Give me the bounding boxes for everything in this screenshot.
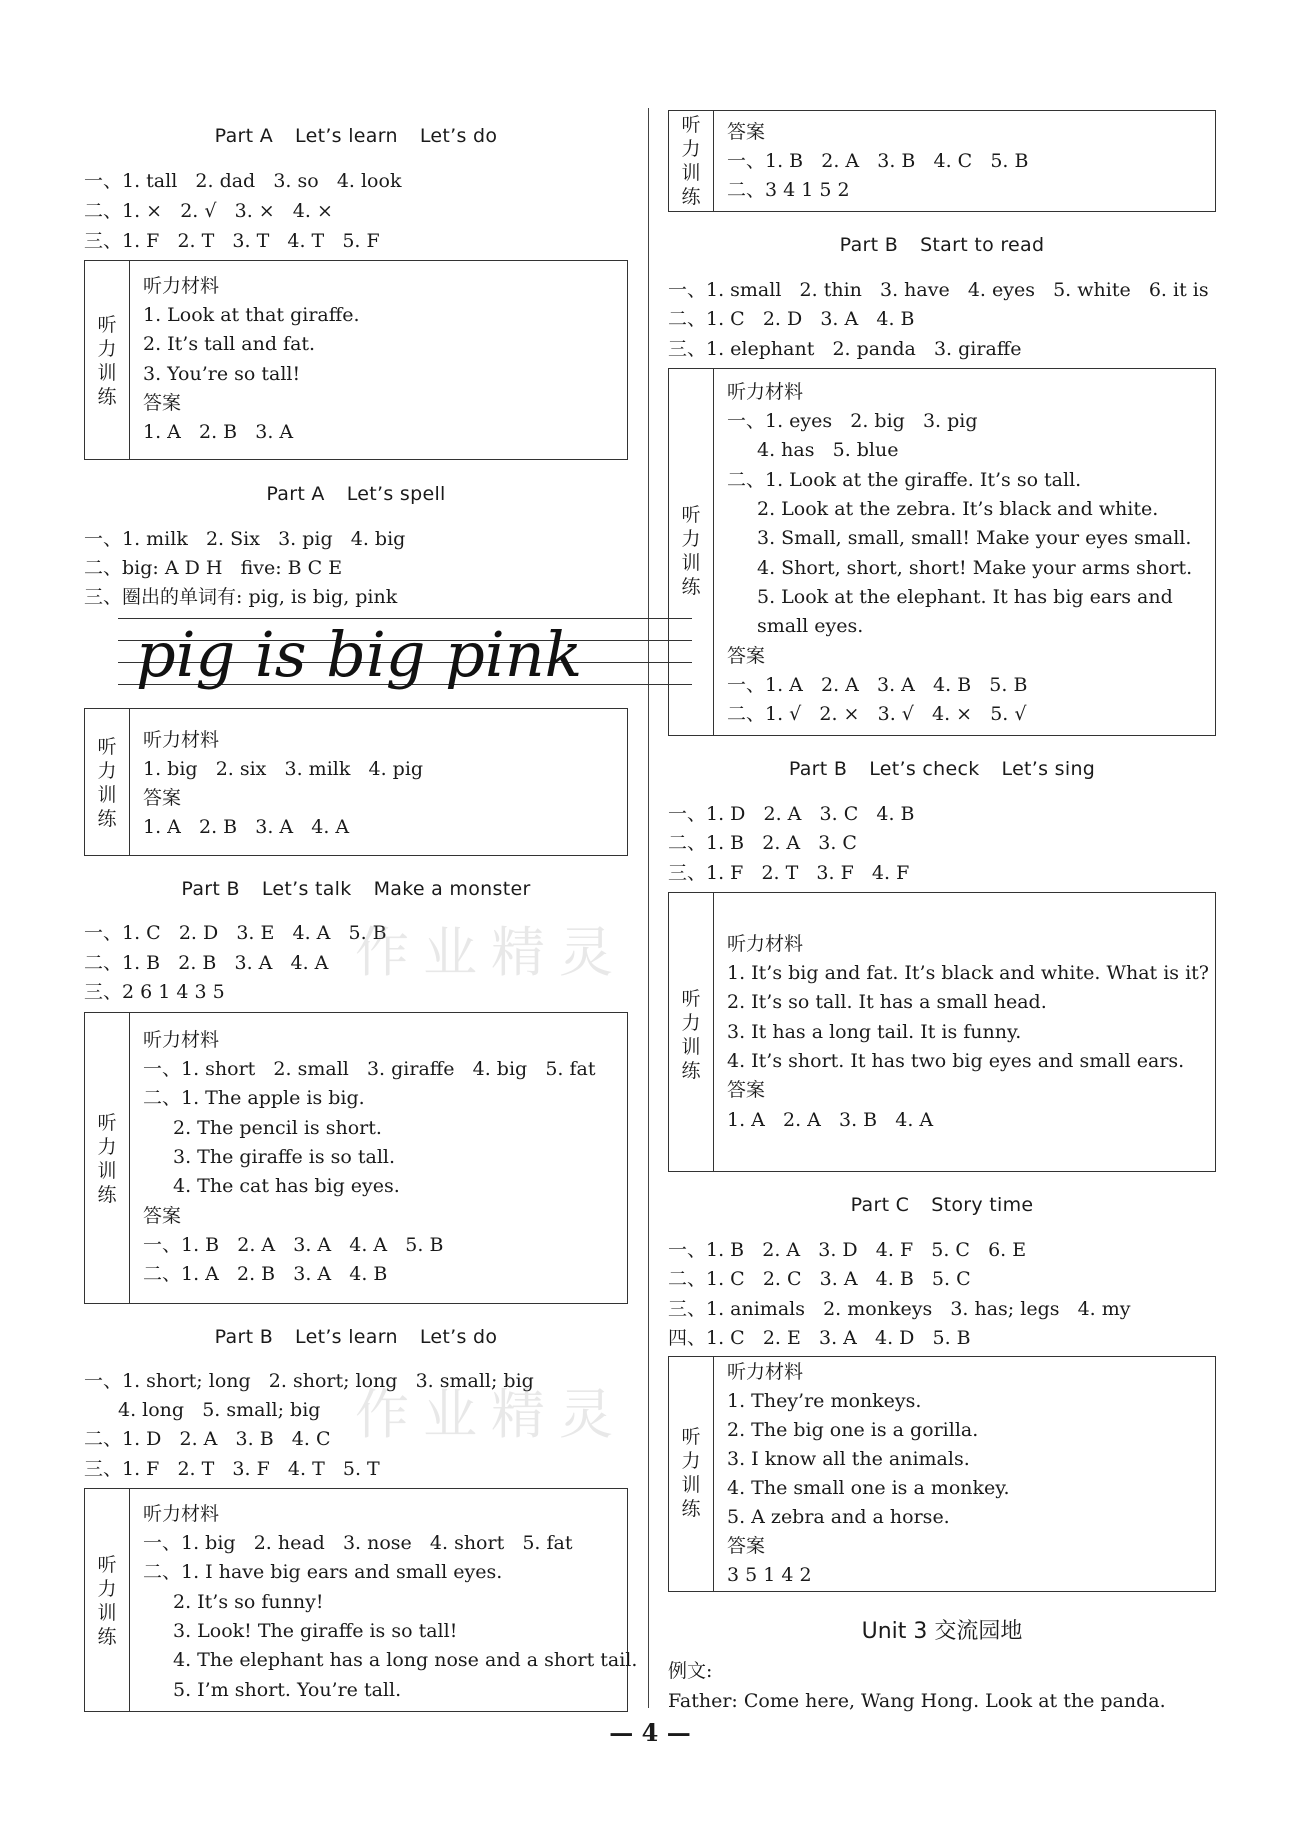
watermark: 作业精灵 <box>355 921 627 984</box>
answer-line: 二、1. C 2. C 3. A 4. B 5. C <box>668 1268 971 1290</box>
box-row: 3 5 1 4 2 <box>727 1564 812 1586</box>
side-label: 听 力 训 练 <box>681 1426 701 1520</box>
handwriting-sample <box>128 618 648 708</box>
answer-line: 三、1. elephant 2. panda 3. giraffe <box>668 338 1022 360</box>
box-row: 一、1. B 2. A 3. B 4. C 5. B <box>727 150 1029 172</box>
box-row: 5. I’m short. You’re tall. <box>173 1679 402 1701</box>
box-row: 3. Look! The giraffe is so tall! <box>173 1620 458 1642</box>
section-heading: Part C Story time <box>850 1194 1034 1216</box>
box-row: 2. The pencil is short. <box>173 1117 382 1139</box>
box-row: 一、1. short 2. small 3. giraffe 4. big 5. fat <box>143 1058 596 1080</box>
box-row: 听力材料 <box>727 933 804 955</box>
box-row: 1. It’s big and fat. It’s black and white. What is it? <box>727 962 1209 984</box>
box-row: 2. It’s so tall. It has a small head. <box>727 991 1047 1013</box>
answer-line: 三、2 6 1 4 3 5 <box>84 981 225 1003</box>
unit-title: Unit 3 交流园地 <box>861 1619 1023 1644</box>
answer-line: 三、1. F 2. T 3. T 4. T 5. F <box>84 230 380 252</box>
box-row: 2. It’s so funny! <box>173 1591 324 1613</box>
box-row: 答案 <box>727 1535 766 1557</box>
box-row: 1. A 2. B 3. A 4. A <box>143 816 350 838</box>
answer-line: 一、1. milk 2. Six 3. pig 4. big <box>84 528 406 550</box>
side-label: 听 力 训 练 <box>97 1554 117 1648</box>
answer-line: 二、1. B 2. A 3. C <box>668 832 857 854</box>
section-heading: Part B Let’s check Let’s sing <box>788 758 1096 780</box>
answer-line: 三、1. F 2. T 3. F 4. F <box>668 862 910 884</box>
box-row: 2. The big one is a gorilla. <box>727 1419 979 1441</box>
answer-line: 二、1. × 2. √ 3. × 4. × <box>84 200 333 222</box>
answer-line: 一、1. C 2. D 3. E 4. A 5. B <box>84 922 387 944</box>
answer-line: 4. long 5. small; big <box>118 1399 321 1421</box>
box-row: 3. I know all the animals. <box>727 1448 970 1470</box>
section-heading: Part A Let’s learn Let’s do <box>214 125 498 147</box>
side-label: 听 力 训 练 <box>681 504 701 598</box>
box-row: 4. It’s short. It has two big eyes and small ears. <box>727 1050 1185 1072</box>
listening-box <box>84 708 628 856</box>
box-row: 一、1. eyes 2. big 3. pig <box>727 410 978 432</box>
box-row: 5. A zebra and a horse. <box>727 1506 950 1528</box>
box-row: 一、1. big 2. head 3. nose 4. short 5. fat <box>143 1532 573 1554</box>
answer-line: 一、1. short; long 2. short; long 3. small; big <box>84 1370 534 1392</box>
box-row: 3. Small, small, small! Make your eyes small. <box>757 527 1192 549</box>
answer-line: 三、1. F 2. T 3. F 4. T 5. T <box>84 1458 380 1480</box>
box-row: 二、1. A 2. B 3. A 4. B <box>143 1263 388 1285</box>
box-row: 答案 <box>727 645 766 667</box>
box-row: 4. Short, short, short! Make your arms short. <box>757 557 1193 579</box>
box-row: 答案 <box>727 121 766 143</box>
box-row: 5. Look at the elephant. It has big ears and <box>757 586 1173 608</box>
box-row: 二、1. The apple is big. <box>143 1087 365 1109</box>
listening-box <box>84 1012 628 1304</box>
answer-line: 一、1. tall 2. dad 3. so 4. look <box>84 170 402 192</box>
side-label: 听 力 训 练 <box>97 736 117 830</box>
box-row: 1. They’re monkeys. <box>727 1390 922 1412</box>
side-label: 听 力 训 练 <box>681 988 701 1082</box>
section-heading: Part A Let’s spell <box>266 483 446 505</box>
answer-line: 三、1. animals 2. monkeys 3. has; legs 4. my <box>668 1298 1131 1320</box>
box-row: 听力材料 <box>143 1029 220 1051</box>
box-row: 听力材料 <box>727 1361 804 1383</box>
box-row: 1. Look at that giraffe. <box>143 304 360 326</box>
listening-box <box>668 1356 1216 1592</box>
watermark: 作业精灵 <box>355 1383 627 1446</box>
answer-line: 二、1. D 2. A 3. B 4. C <box>84 1428 331 1450</box>
box-row: 4. The cat has big eyes. <box>173 1175 400 1197</box>
section-heading: Part B Let’s learn Let’s do <box>214 1326 498 1348</box>
box-row: 一、1. A 2. A 3. A 4. B 5. B <box>727 674 1028 696</box>
box-row: 3. It has a long tail. It is funny. <box>727 1021 1022 1043</box>
box-row: 1. A 2. B 3. A <box>143 421 294 443</box>
box-row: 答案 <box>143 1205 182 1227</box>
answer-line: 二、1. B 2. B 3. A 4. A <box>84 952 329 974</box>
box-row: 4. The small one is a monkey. <box>727 1477 1010 1499</box>
listening-box <box>668 368 1216 736</box>
box-row: 答案 <box>143 392 182 414</box>
listening-box <box>84 260 628 460</box>
section-heading: Part B Start to read <box>839 234 1045 256</box>
box-row: 二、1. √ 2. × 3. √ 4. × 5. √ <box>727 703 1027 725</box>
box-row: small eyes. <box>757 615 864 637</box>
side-label: 听 力 训 练 <box>97 1112 117 1206</box>
box-row: 答案 <box>727 1079 766 1101</box>
listening-box <box>668 110 1216 212</box>
page-number: — 4 — <box>609 1718 691 1747</box>
handwriting-text: pig is big pink <box>136 618 583 691</box>
side-label: 听 力 训 练 <box>681 114 701 208</box>
listening-box <box>668 892 1216 1172</box>
box-row: 听力材料 <box>143 729 220 751</box>
answer-line: 四、1. C 2. E 3. A 4. D 5. B <box>668 1327 971 1349</box>
box-row: 2. Look at the zebra. It’s black and white. <box>757 498 1159 520</box>
box-row: 听力材料 <box>143 275 220 297</box>
box-row: 1. A 2. A 3. B 4. A <box>727 1109 934 1131</box>
column-divider <box>648 108 649 1708</box>
listening-box <box>84 1488 638 1712</box>
box-row: 一、1. B 2. A 3. A 4. A 5. B <box>143 1234 444 1256</box>
side-label: 听 力 训 练 <box>97 314 117 408</box>
box-row: 1. big 2. six 3. milk 4. pig <box>143 758 424 780</box>
answer-line: 一、1. D 2. A 3. C 4. B <box>668 803 915 825</box>
box-row: 二、3 4 1 5 2 <box>727 179 850 201</box>
box-row: 二、1. I have big ears and small eyes. <box>143 1561 503 1583</box>
box-row: 2. It’s tall and fat. <box>143 333 316 355</box>
answer-line: 二、big: A D H five: B C E <box>84 557 343 579</box>
box-row: 3. You’re so tall! <box>143 363 301 385</box>
box-row: 听力材料 <box>727 381 804 403</box>
box-row: 4. has 5. blue <box>757 439 899 461</box>
box-row: 4. The elephant has a long nose and a short tail. <box>173 1649 638 1671</box>
box-row: 答案 <box>143 787 182 809</box>
answer-line: 二、1. C 2. D 3. A 4. B <box>668 308 915 330</box>
answer-line: 三、圈出的单词有: pig, is big, pink <box>84 586 398 608</box>
answer-line: 一、1. B 2. A 3. D 4. F 5. C 6. E <box>668 1239 1027 1261</box>
example-line: Father: Come here, Wang Hong. Look at the panda. <box>668 1690 1166 1712</box>
section-heading: Part B Let’s talk Make a monster <box>181 878 531 900</box>
answer-line: 一、1. small 2. thin 3. have 4. eyes 5. white 6. it is <box>668 279 1209 301</box>
box-row: 3. The giraffe is so tall. <box>173 1146 396 1168</box>
box-row: 听力材料 <box>143 1503 220 1525</box>
example-label: 例文: <box>668 1660 713 1682</box>
box-row: 二、1. Look at the giraffe. It’s so tall. <box>727 469 1082 491</box>
